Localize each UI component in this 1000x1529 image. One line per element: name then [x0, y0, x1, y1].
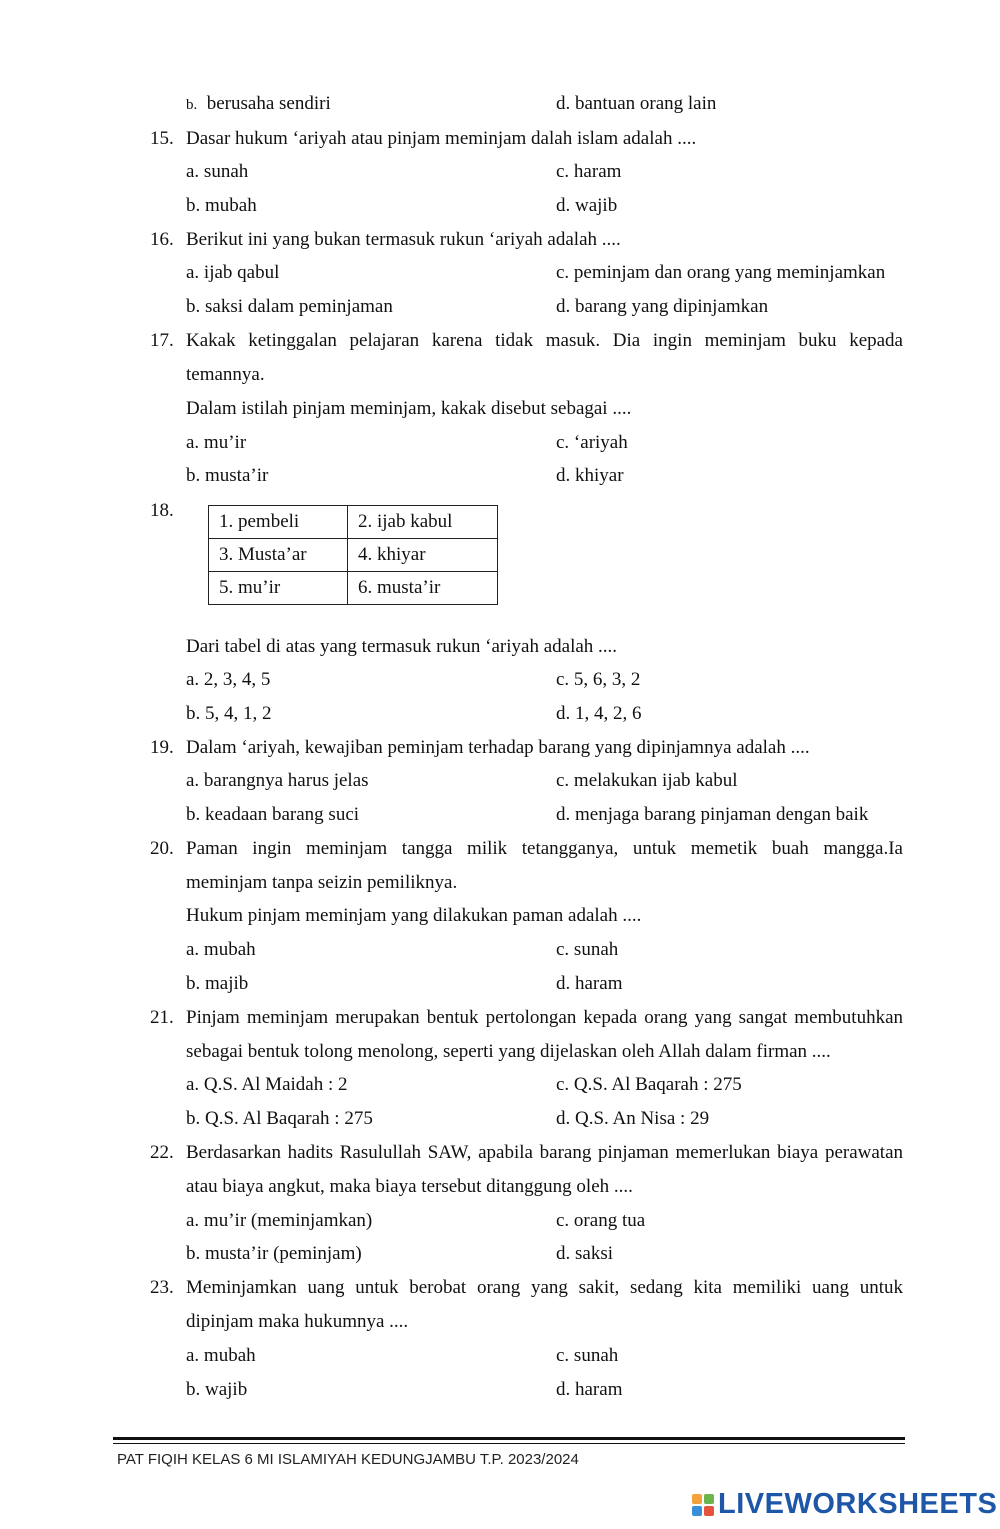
question-number: 22. — [150, 1142, 174, 1163]
question-number: 19. — [150, 737, 174, 758]
question-stem-continued: atau biaya angkut, maka biaya tersebut ditanggung oleh .... — [186, 1176, 633, 1197]
liveworksheets-logo-icon — [692, 1494, 714, 1516]
question-stem-continued: temannya. — [186, 364, 265, 385]
table-cell: 2. ijab kabul — [348, 506, 498, 539]
footer-divider — [113, 1437, 905, 1440]
question-stem: Dasar hukum ‘ariyah atau pinjam meminjam dalah islam adalah .... — [186, 128, 697, 149]
option-b: b. keadaan barang suci — [186, 804, 360, 825]
question-stem: Meminjamkan uang untuk berobat orang yang sakit, sedang kita memiliki uang untuk — [186, 1277, 903, 1298]
option-c: c. ‘ariyah — [556, 432, 628, 453]
question-stem: Paman ingin meminjam tangga milik tetangganya, untuk memetik buah mangga.Ia — [186, 838, 903, 859]
liveworksheets-brand — [692, 1488, 997, 1521]
option-c: c. melakukan ijab kabul — [556, 770, 738, 791]
question-number: 15. — [150, 128, 174, 149]
option-d: d. saksi — [556, 1243, 613, 1264]
table-cell: 6. musta’ir — [348, 572, 498, 605]
footer-divider-thin — [113, 1443, 905, 1444]
q18-table — [208, 505, 498, 605]
table-row — [209, 572, 498, 605]
option-d: d. khiyar — [556, 465, 624, 486]
option-b: b. musta’ir (peminjam) — [186, 1243, 362, 1264]
table-row — [209, 506, 498, 539]
question-stem-continued: sebagai bentuk tolong menolong, seperti yang dijelaskan oleh Allah dalam firman .... — [186, 1041, 831, 1062]
option-b: b. mubah — [186, 195, 257, 216]
option-c: c. peminjam dan orang yang meminjamkan — [556, 262, 886, 283]
option-a: a. 2, 3, 4, 5 — [186, 669, 271, 690]
option-d: d. menjaga barang pinjaman dengan baik — [556, 804, 869, 825]
option-a: a. mubah — [186, 1345, 256, 1366]
footer-text: PAT FIQIH KELAS 6 MI ISLAMIYAH KEDUNGJAMBU T.P. 2023/2024 — [117, 1451, 579, 1468]
option-c: c. haram — [556, 161, 622, 182]
option-c: c. 5, 6, 3, 2 — [556, 669, 641, 690]
option-a: a. sunah — [186, 161, 249, 182]
option-b: b. majib — [186, 973, 249, 994]
table-cell: 4. khiyar — [348, 539, 498, 572]
option-b: b. Q.S. Al Baqarah : 275 — [186, 1108, 373, 1129]
question-stem-prompt: Hukum pinjam meminjam yang dilakukan paman adalah .... — [186, 905, 642, 926]
option-b: b. musta’ir — [186, 465, 269, 486]
option-d: d. haram — [556, 1379, 623, 1400]
option-d: d. haram — [556, 973, 623, 994]
question-number: 18. — [150, 500, 174, 521]
option-d: d. barang yang dipinjamkan — [556, 296, 769, 317]
option-c: c. sunah — [556, 1345, 619, 1366]
question-number: 17. — [150, 330, 174, 351]
option-b: b. saksi dalam peminjaman — [186, 296, 393, 317]
option-a: a. Q.S. Al Maidah : 2 — [186, 1074, 348, 1095]
question-stem: Dari tabel di atas yang termasuk rukun ‘ariyah adalah .... — [186, 636, 618, 657]
option-a: a. mubah — [186, 939, 256, 960]
option-a: a. mu’ir (meminjamkan) — [186, 1210, 373, 1231]
option-a: a. barangnya harus jelas — [186, 770, 369, 791]
option-c: c. orang tua — [556, 1210, 646, 1231]
question-stem: Pinjam meminjam merupakan bentuk pertolongan kepada orang yang sangat membutuhkan — [186, 1007, 903, 1028]
question-stem: Berdasarkan hadits Rasulullah SAW, apabila barang pinjaman memerlukan biaya perawatan — [186, 1142, 903, 1163]
option-d: d. 1, 4, 2, 6 — [556, 703, 642, 724]
option-c: c. sunah — [556, 939, 619, 960]
question-stem: Berikut ini yang bukan termasuk rukun ‘ariyah adalah .... — [186, 229, 621, 250]
option-a: a. mu’ir — [186, 432, 247, 453]
question-stem-continued: dipinjam maka hukumnya .... — [186, 1311, 409, 1332]
question-stem-continued: meminjam tanpa seizin pemiliknya. — [186, 872, 458, 893]
option-d: d. Q.S. An Nisa : 29 — [556, 1108, 710, 1129]
table-cell: 1. pembeli — [209, 506, 348, 539]
table-row — [209, 539, 498, 572]
option-a: a. ijab qabul — [186, 262, 280, 283]
question-number: 16. — [150, 229, 174, 250]
option-d: d. wajib — [556, 195, 618, 216]
question-stem-prompt: Dalam istilah pinjam meminjam, kakak disebut sebagai .... — [186, 398, 632, 419]
brand-name: LIVEWORKSHEETS — [718, 1488, 998, 1520]
question-number: 21. — [150, 1007, 174, 1028]
option-b: b. 5, 4, 1, 2 — [186, 703, 272, 724]
table-cell: 3. Musta’ar — [209, 539, 348, 572]
question-stem: Kakak ketinggalan pelajaran karena tidak masuk. Dia ingin meminjam buku kepada — [186, 330, 903, 351]
table-cell: 5. mu’ir — [209, 572, 348, 605]
option-c: c. Q.S. Al Baqarah : 275 — [556, 1074, 742, 1095]
q14-option-b: b. berusaha sendiri — [186, 93, 331, 114]
question-number: 23. — [150, 1277, 174, 1298]
question-stem: Dalam ‘ariyah, kewajiban peminjam terhadap barang yang dipinjamnya adalah .... — [186, 737, 810, 758]
option-b: b. wajib — [186, 1379, 248, 1400]
q14-option-d: d. bantuan orang lain — [556, 93, 717, 114]
question-number: 20. — [150, 838, 174, 859]
